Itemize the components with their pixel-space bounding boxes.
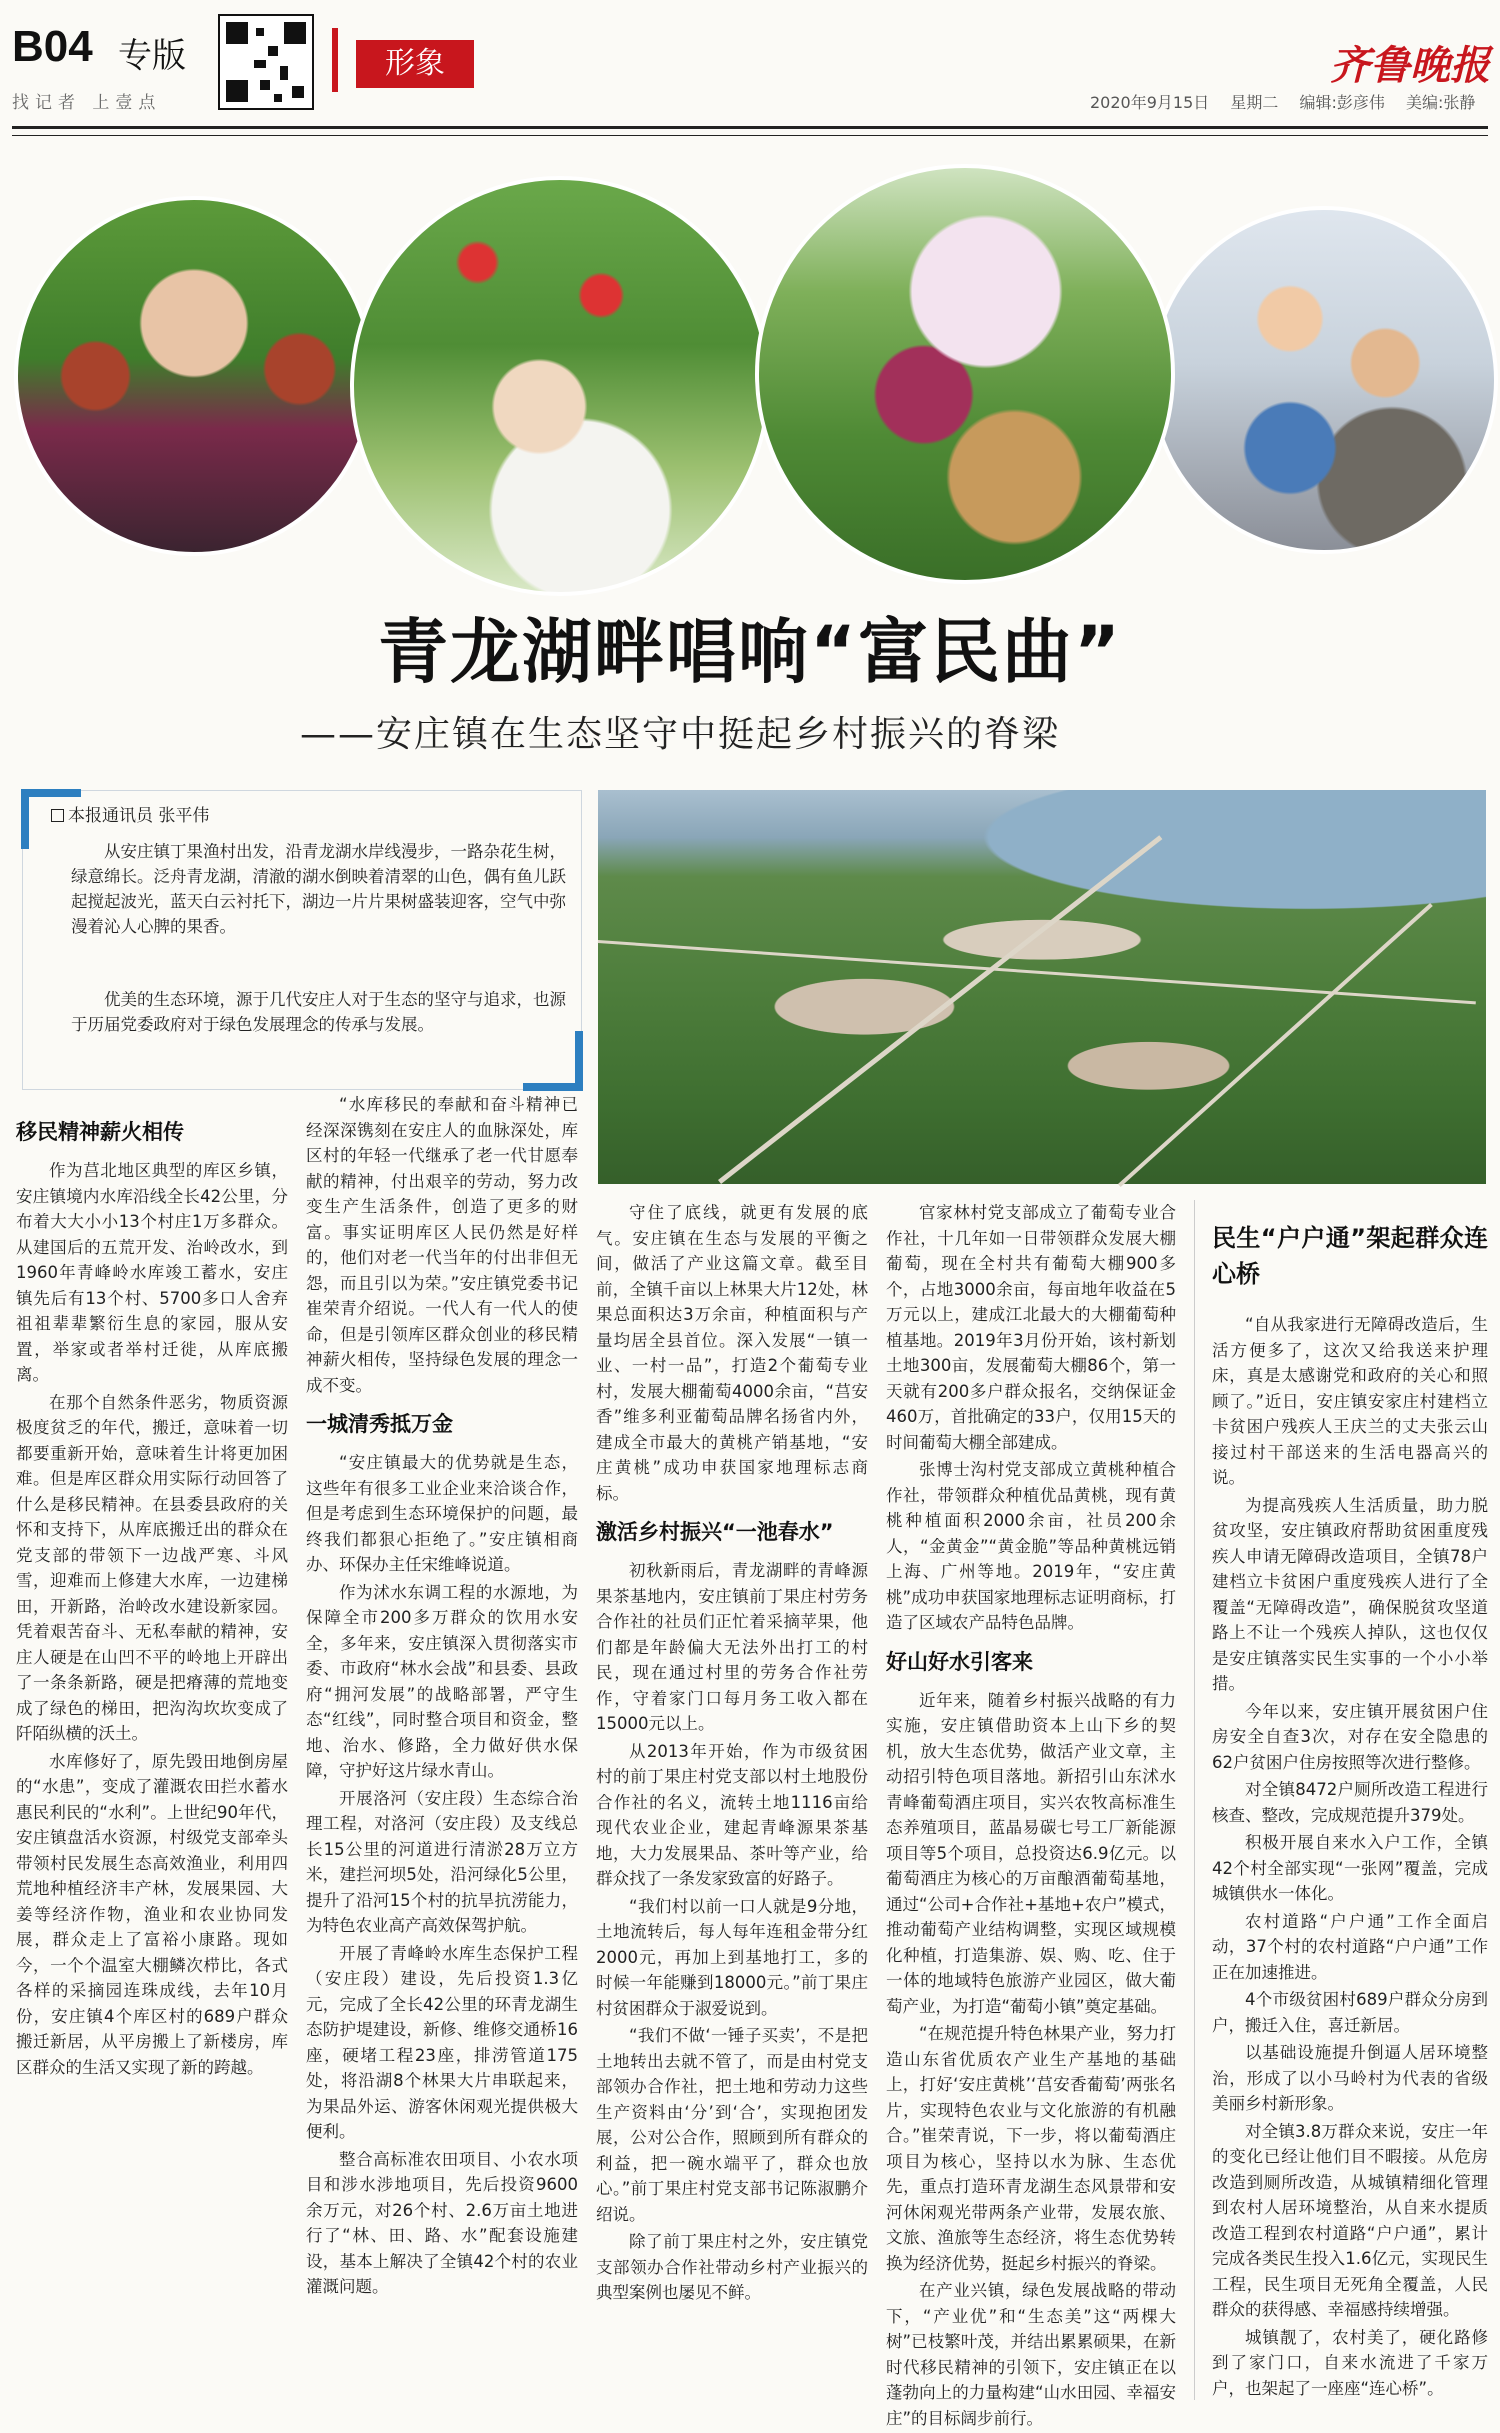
paragraph: 作为沭水东调工程的水源地，为保障全市200多万群众的饮用水安全，多年来，安庄镇深入贯彻落实市委、市政府“林水会战”和县委、县政府“拥河发展”的战略部署，严守生态“红线”，同时整合项目和资金，整地、治水、修路，全力做好供水保障，守护好这片绿水青山。 bbox=[306, 1582, 578, 1780]
paragraph: 从2013年开始，作为市级贫困村的前丁果庄村党支部以村土地股份合作社的名义，流转土地1116亩给现代农业企业，建起青峰源果茶基地，大力发展果品、茶叶等产业，给群众找了一条发家致富的好路子。 bbox=[596, 1741, 868, 1888]
article-column-2 bbox=[306, 1092, 578, 2302]
sidebar-column bbox=[1212, 1220, 1488, 2403]
paragraph: “我们不做‘一锤子买卖’，不是把土地转出去就不管了，而是由村党支部领办合作社，把土地和劳动力这些生产资料由‘分’到‘合’，实现抱团发展，公对公合作，照顾到所有群众的利益，把一碗水端平了，群众也放心。”前丁果庄村党支部书记陈淑鹏介绍说。 bbox=[596, 2026, 868, 2224]
section-heading: 移民精神薪火相传 bbox=[16, 1120, 184, 1144]
paragraph: 农村道路“户户通”工作全面启动，37个村的农村道路“户户通”工作正在加速推进。 bbox=[1212, 1911, 1488, 1982]
header-rule bbox=[12, 126, 1488, 136]
article-column-1 bbox=[16, 1106, 288, 2082]
section-heading: 激活乡村振兴“一池春水” bbox=[596, 1520, 834, 1544]
article-column-4 bbox=[886, 1200, 1176, 2433]
article-subtitle: ——安庄镇在生态坚守中挺起乡村振兴的脊梁 bbox=[300, 714, 1061, 755]
paragraph: “在规范提升特色林果产业，努力打造山东省优质农产业生产基地的基础上，打好‘安庄黄桃’‘莒安香葡萄’两张名片，实现特色农业与文化旅游的有机融合。”崔荣青说，下一步，将以葡萄酒庄项目为核心，坚持以水为脉、生态优先，重点打造环青龙湖生态风景带和安河休闲观光带两条产业带，发展农旅、文旅、渔旅等生态经济，将生态优势转换为经济优势，挺起乡村振兴的脊梁。 bbox=[886, 2024, 1176, 2273]
paragraph: 官家林村党支部成立了葡萄专业合作社，十几年如一日带领群众发展大棚葡萄，现在全村共有葡萄大棚900多个，占地3000余亩，每亩地年收益在5万元以上，建成江北最大的大棚葡萄种植基地。2019年3月份开始，该村新划土地300亩，发展葡萄大棚86个，第一天就有200多户群众报名，交纳保证金460万，首批确定的33户，仅用15天的时间葡萄大棚全部建成。 bbox=[886, 1203, 1176, 1452]
photo-strip bbox=[0, 136, 1500, 596]
column-tag bbox=[332, 28, 482, 92]
paragraph: 积极开展自来水入户工作，全镇42个村全部实现“一张网”覆盖，完成城镇供水一体化。 bbox=[1212, 1833, 1488, 1903]
paragraph: 在那个自然条件恶劣，物质资源极度贫乏的年代，搬迁，意味着一切都要重新开始，意味着生计将更加困难。但是库区群众用实际行动回答了什么是移民精神。在县委县政府的关怀和支持下，从库底搬迁出的群众在党支部的带领下一边战严寒、斗风雪，迎难而上修建大水库，一边建梯田，开新路，治岭改水建设新家园。凭着艰苦奋斗、无私奉献的精神，安庄人硬是在山凹不平的岭地上开辟出了一条条新路，硬是把瘠薄的荒地变成了绿色的梯田，把沟沟坎坎变成了阡陌纵横的沃土。 bbox=[16, 1392, 288, 1743]
page-number: B04 bbox=[12, 22, 93, 71]
paragraph: “安庄镇最大的优势就是生态，这些年有很多工业企业来洽谈合作，但是考虑到生态环境保护的问题，最终我们都狠心拒绝了。”安庄镇相商办、环保办主任宋维峰说道。 bbox=[306, 1453, 578, 1574]
article-column-3 bbox=[596, 1200, 868, 2308]
intro-box bbox=[22, 790, 582, 1090]
section-name: 专版 bbox=[118, 36, 186, 76]
paragraph: 张博士沟村党支部成立黄桃种植合作社，带领群众种植优品黄桃，现有黄桃种植面积2000余亩，社员200余人，“金黄金”“黄金脆”等品种黄桃远销上海、广州等地。2019年，“安庄黄桃”成功申获国家地理标志证明商标，打造了区域农产品特色品牌。 bbox=[886, 1460, 1176, 1632]
column-divider bbox=[1194, 1200, 1195, 2400]
article-title: 青龙湖畔唱响“富民曲” bbox=[377, 611, 1122, 693]
paragraph: 为提高残疾人生活质量，助力脱贫攻坚，安庄镇政府帮助贫困重度残疾人申请无障碍改造项目，全镇78户建档立卡贫困户重度残疾人进行了全覆盖“无障碍改造”，确保脱贫攻坚道路上不让一个残疾人掉队，这也仅仅是安庄镇落实民生实事的一个小小举措。 bbox=[1212, 1495, 1488, 1693]
paragraph: 开展了青峰岭水库生态保护工程（安庄段）建设，先后投资1.3亿元，完成了全长42公里的环青龙湖生态防护堤建设，新修、维修交通桥16座，硬堵工程23座，排涝管道175处，将沿湖8个林果大片串联起来，为果品外运、游客休闲观光提供极大便利。 bbox=[306, 1943, 578, 2141]
issue-date: 2020年9月15日 bbox=[1090, 93, 1210, 112]
paragraph: 以基础设施提升倒逼人居环境整治，形成了以小马岭村为代表的省级美丽乡村新形象。 bbox=[1212, 2043, 1488, 2113]
reporter-line bbox=[51, 801, 209, 826]
paragraph: 除了前丁果庄村之外，安庄镇党支部领办合作社带动乡村产业振兴的典型案例也屡见不鲜。 bbox=[596, 2232, 868, 2302]
paragraph: “自从我家进行无障碍改造后，生活方便多了，这次又给我送来护理床，真是太感谢党和政府的关心和照顾了。”近日，安庄镇安家庄村建档立卡贫困户残疾人王庆兰的丈夫张云山接过村干部送来的生活电器高兴的说。 bbox=[1212, 1315, 1488, 1487]
paragraph: “我们村以前一口人就是9分地，土地流转后，每人每年连租金带分红2000元，再加上到基地打工，多的时候一年能赚到18000元。”前丁果庄村贫困群众于淑爱说到。 bbox=[596, 1896, 868, 2018]
paragraph: 水库修好了，原先毁田地倒房屋的“水患”，变成了灌溉农田拦水蓄水惠民利民的“水利”。上世纪90年代，安庄镇盘活水资源，村级党支部牵头带领村民发展生态高效渔业，利用四荒地种植经济丰产林，发展果园、大姜等经济作物，渔业和农业协同发展，群众走上了富裕小康路。现如今，一个个温室大棚鳞次栉比，各式各样的采摘园连珠成线，去年10月份，安庄镇4个库区村的689户群众搬迁新居，从平房搬上了新楼房，库区群众的生活又实现了新的跨越。 bbox=[16, 1751, 288, 2077]
section-heading: 一城清秀抵万金 bbox=[306, 1412, 453, 1436]
photo-family-celebration bbox=[1150, 206, 1498, 554]
column-tag-label: 形象 bbox=[356, 40, 474, 88]
newspaper-logo: 齐鲁晚报 bbox=[1330, 42, 1490, 89]
page-header bbox=[0, 0, 1500, 120]
contact-line: 找记者 上壹点 bbox=[12, 93, 162, 113]
paragraph: 对全镇8472户厕所改造工程进行核查、整改，完成规范提升379处。 bbox=[1212, 1780, 1488, 1825]
photo-tea-picking bbox=[755, 164, 1175, 584]
reporter-name: 本报通讯员 张平伟 bbox=[68, 806, 210, 826]
paragraph: 在产业兴镇，绿色发展战略的带动下，“产业优”和“生态美”这“两棵大树”已枝繁叶茂，并结出累累硕果，在新时代移民精神的引领下，安庄镇正在以蓬勃向上的力量构建“山水田园、幸福安庄”的目标阔步前行。 bbox=[886, 2281, 1176, 2428]
intro-paragraph: 从安庄镇丁果渔村出发，沿青龙湖水岸线漫步，一路杂花生树，绿意绵长。泛舟青龙湖，清澈的湖水倒映着清翠的山色，偶有鱼儿跃起搅起波光，蓝天白云衬托下，湖边一片片果树盛装迎客，空气中弥漫着沁人心脾的果香。 bbox=[71, 842, 566, 936]
photo-sweet-potato-harvest bbox=[14, 196, 374, 556]
paragraph: 开展洛河（安庄段）生态综合治理工程，对洛河（安庄段）及支线总长15公里的河道进行清淤28万立方米，建拦河坝5处，沿河绿化5公里，提升了沿河15个村的抗旱抗涝能力，为特色农业高产高效保驾护航。 bbox=[306, 1788, 578, 1935]
paragraph: 4个市级贫困村689户群众分房到户，搬迁入住，喜迁新居。 bbox=[1212, 1990, 1488, 2035]
paragraph: 初秋新雨后，青龙湖畔的青峰源果茶基地内，安庄镇前丁果庄村劳务合作社的社员们正忙着采摘苹果，他们都是年龄偏大无法外出打工的村民，现在通过村里的劳务合作社劳作，守着家门口每月务工收入都在15000元以上。 bbox=[596, 1561, 868, 1733]
paragraph: 守住了底线，就更有发展的底气。安庄镇在生态与发展的平衡之间，做活了产业这篇文章。截至目前，全镇千亩以上林果大片12处，林果总面积达3万余亩，种植面积与产量均居全县首位。深入发展“一镇一业、一村一品”，打造2个葡萄专业村，发展大棚葡萄4000余亩，“莒安香”维多利亚葡萄品牌名扬省内外，建成全市最大的黄桃产销基地，“安庄黄桃”成功申获国家地理标志商标。 bbox=[596, 1203, 868, 1503]
paragraph: “水库移民的奉献和奋斗精神已经深深镌刻在安庄人的血脉深处，库区村的年轻一代继承了老一代甘愿奉献的精神，付出艰辛的劳动，努力改变生产生活条件，创造了更多的财富。事实证明库区人民仍然是好样的，他们对老一代当年的付出非但无怨，而且引以为荣。”安庄镇党委书记崔荣青介绍说。一代人有一代人的使命，但是引领库区群众创业的移民精神薪火相传，坚持绿色发展的理念一成不变。 bbox=[306, 1095, 578, 1395]
paragraph: 城镇靓了，农村美了，硬化路修到了家门口，自来水流进了千家万户，也架起了一座座“连心桥”。 bbox=[1212, 2327, 1488, 2398]
paragraph: 整合高标准农田项目、小农水项目和涉水涉地项目，先后投资9600余万元，对26个村、2.6万亩土地进行了“林、田、路、水”配套设施建设，基本上解决了全镇42个村的农业灌溉问题。 bbox=[306, 2149, 578, 2296]
issue-info bbox=[1090, 90, 1491, 113]
qr-code-icon bbox=[218, 14, 314, 110]
editor-credit: 编辑:彭彦伟 bbox=[1299, 93, 1385, 112]
paragraph: 作为莒北地区典型的库区乡镇，安庄镇境内水库沿线全长42公里，分布着大大小小13个村庄1万多群众。从建国后的五荒开发、治岭改水，到1960年青峰岭水库竣工蓄水，安庄镇先后有13个村、5700多口人舍弃祖祖辈辈繁衍生息的家园，服从安置，举家或者举村迁徙，从库底搬离。 bbox=[16, 1161, 288, 1384]
photo-hawthorn-picking bbox=[350, 176, 770, 596]
paragraph: 对全镇3.8万群众来说，安庄一年的变化已经让他们目不暇接。从危房改造到厕所改造，从城镇精细化管理到农村人居环境整治，从自来水提质改造工程到农村道路“户户通”，累计完成各类民生投入1.6亿元，实现民生工程，民生项目无死角全覆盖，人民群众的获得感、幸福感持续增强。 bbox=[1212, 2121, 1488, 2319]
issue-weekday: 星期二 bbox=[1230, 93, 1279, 112]
designer-credit: 美编:张静 bbox=[1405, 93, 1476, 112]
intro-paragraph: 优美的生态环境，源于几代安庄人对于生态的坚守与追求，也源于历届党委政府对于绿色发展理念的传承与发展。 bbox=[71, 990, 566, 1034]
section-heading: 民生“户户通”架起群众连心桥 bbox=[1212, 1224, 1488, 1288]
paragraph: 近年来，随着乡村振兴战略的有力实施，安庄镇借助资本上山下乡的契机，放大生态优势，做活产业文章，主动招引特色项目落地。新招引山东沭水青峰葡萄酒庄项目，实兴农牧高标准生态养殖项目，蓝晶易碳七号工厂新能源项目等5个项目，总投资达6.9亿元。以葡萄酒庄为核心的万亩酿酒葡萄基地，通过“公司+合作社+基地+农户”模式，推动葡萄产业结构调整，实现区域规模化种植，打造集游、娱、购、吃、住于一体的地域特色旅游产业园区，做大葡萄产业，为打造“葡萄小镇”奠定基础。 bbox=[886, 1690, 1176, 2016]
photo-aerial-village bbox=[598, 790, 1486, 1184]
paragraph: 今年以来，安庄镇开展贫困户住房安全自查3次，对存在安全隐患的62户贫困户住房按照等次进行整修。 bbox=[1212, 1701, 1488, 1772]
section-heading: 好山好水引客来 bbox=[886, 1649, 1033, 1674]
